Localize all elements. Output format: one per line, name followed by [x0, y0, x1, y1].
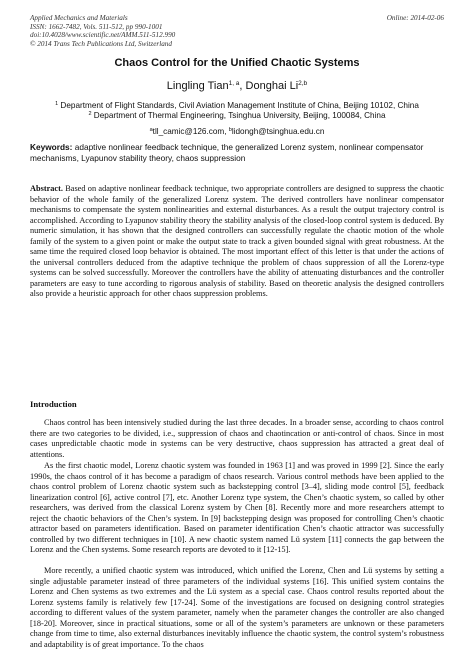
- email-link[interactable]: lidongh@tsinghua.edu.cn: [231, 127, 325, 136]
- email-link[interactable]: tll_camic@126.com,: [152, 127, 229, 136]
- author-separator: ,: [239, 80, 246, 92]
- abstract-label: Abstract.: [30, 184, 63, 193]
- affiliation-text: Department of Thermal Engineering, Tsinghua University, Beijing, 100084, China: [93, 111, 386, 120]
- intro-paragraph-1: Chaos control has been intensively studied during the last three decades. In a broader sense, according to chaos control there are two categories to be divided, i.e., suppression of chaos and chaotincation or anti-control of chaos. Since in most cases unpredictable chaotic mode in systems can be very destructive, chaos suppression has attracted a great deal of attentions.: [30, 418, 444, 459]
- journal-doi[interactable]: doi:10.4028/www.scientific.net/AMM.511-512.990: [30, 31, 176, 40]
- author-line: [0, 80, 474, 92]
- email-superscript: a: [149, 127, 153, 133]
- affiliation-superscript: 1: [55, 101, 59, 107]
- intro-paragraph-3: More recently, a unified chaotic system was introduced, which unified the Lorenz, Chen and Lü systems by setting a single adjustable parameter instead of three parameters of the individual systems [16]. This unified system contains the Lorenz and Chen systems as two extremes and the Lü system as a special case. Chaos control results reported about the Lorenz systems family is relatively few [17-24]. Some of the investigations are focused on designing control strategies according to different values of the system parameter, namely when the parameter changes the controller are also changed [18-20]. Moreover, since in practical situations, some or all of the system’s parameters are unknown or these parameters change from time to time, also external disturbances inevitably influence the chaotic system, the control system’s robustness and adaptability is of great importance. To the chaos: [30, 566, 444, 649]
- email-superscript: b: [228, 127, 232, 133]
- author-superscript: 1, a: [228, 80, 240, 87]
- author-name: Lingling Tian: [166, 80, 229, 92]
- affiliation-2: [30, 109, 444, 121]
- journal-issn: ISSN: 1662-7482, Vols. 511-512, pp 990-1001: [30, 22, 163, 31]
- online-date: Online: 2014-02-06: [386, 14, 444, 22]
- section-heading: Introduction: [30, 399, 77, 409]
- affiliation-text: Department of Flight Standards, Civil Aviation Management Institute of China, Beijing 10102, China: [60, 101, 419, 110]
- keywords-label: Keywords:: [30, 142, 73, 152]
- keywords-text: adaptive nonlinear feedback technique, the generalized Lorenz system, nonlinear compensator mechanisms, Lyapunov stability theory, chaos suppression: [30, 142, 424, 163]
- abstract: [30, 184, 444, 300]
- intro-paragraph-2: As the first chaotic model, Lorenz chaotic system was founded in 1963 [1] and was proved in 1999 [2]. Since the early 1990s, the chaos control of it has become a paradigm of chaos research. Various control methods have been applied to the chaos control problem of Lorenz chaotic system such as backstepping control [3–4], sliding mode control [5], feedback linearization control [6], active control [7], etc. Another Lorenz type system, the Chen’s chaotic system, so called by other researchers, was derived from the classical Lorenz system by Chen [8]. Recently more and more researchers attempt to reject the chaotic behaviors of the Chen’s system. In [9] backstepping design was proposed for controlling Chen’s chaotic attractor based on parameters identification. Based on parameter identification Chen’s chaotic attractor was successfully controlled by two different techniques in [10]. A new chaotic system named Lü system [11] connects the gap between the Lorenz and the Chen systems. Some research reports are devoted to it [12-15].: [30, 461, 444, 555]
- abstract-text: Based on adaptive nonlinear feedback technique, two appropriate controllers are designed to suppress the chaotic behavior of the whole family of the generalized Lorenz system. The derived controllers have nonlinear compensator mechanisms to compensate the system nonlinearities and external disturbances. As a result the output trajectory control is accomplished. According to Lyapunov stability theory the stability analysis of the closed-loop control system is deduced. By numeric simulation, it has shown that the designed controllers can successfully regulate the chaotic motion of the whole family of the system to a given point or make the output state to track a given bounded signal with great robustness. At the same time the required closed loop behavior is obtained. The most important effect of this letter is that under the actions of the universal controllers deduced from the adaptive technique the problem of chaos suppression of all the Lorenz-type systems can be solved successfully. Moreover the controllers have the ability of attenuating disturbances and the controller parameters are easy to tune according to rigorous analysis of stability. Based on theoretic analysis the designed controllers also provide a heuristic approach for other chaos suppression problems.: [30, 184, 444, 299]
- journal-name: Applied Mechanics and Materials: [30, 14, 128, 22]
- author-superscript: 2,b: [298, 80, 308, 87]
- author-emails: [30, 125, 444, 137]
- paper-title: Chaos Control for the Unified Chaotic Systems: [114, 57, 360, 69]
- affiliation-superscript: 2: [88, 111, 92, 117]
- author-name: Donghai Li: [245, 80, 299, 92]
- journal-copyright: © 2014 Trans Tech Publications Ltd, Switzerland: [30, 39, 172, 48]
- journal-header: [30, 14, 444, 48]
- keywords: [30, 142, 444, 163]
